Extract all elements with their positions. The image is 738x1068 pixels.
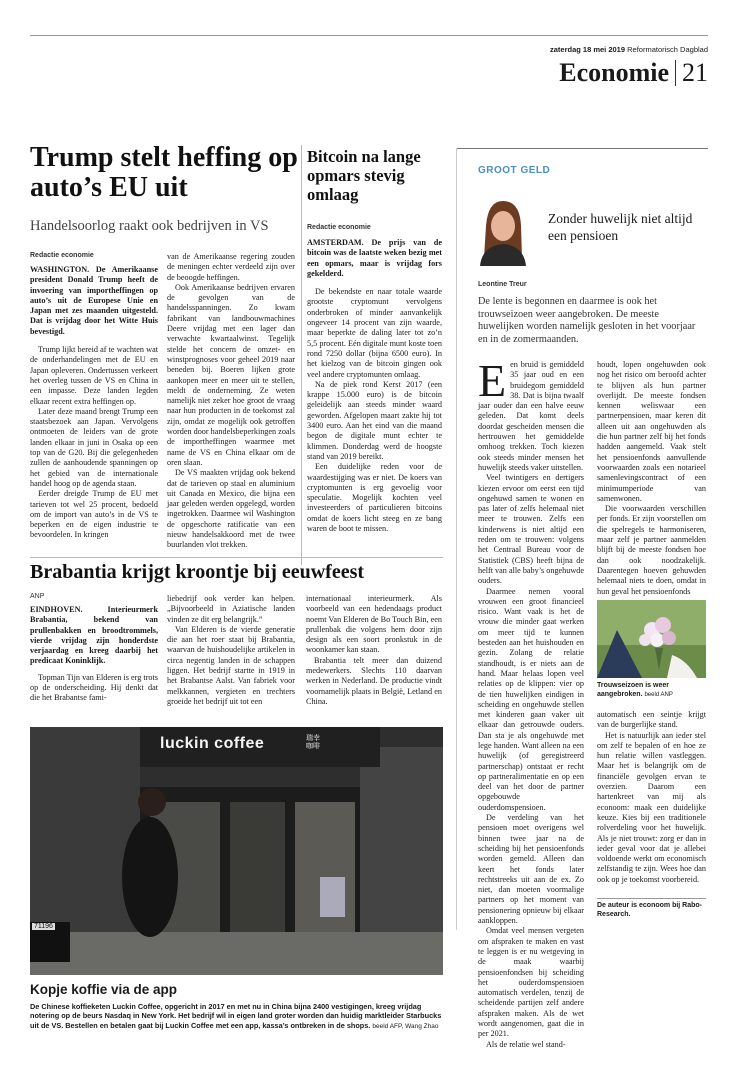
author-portrait bbox=[476, 196, 530, 266]
top-rule bbox=[30, 35, 708, 36]
paragraph: en bruid is gemiddeld 35 jaar oud en een bruidegom gemiddeld 38. Dat is bijna twaalf jaar ouder dan een halve eeuw geleden. Dat komt deels doordat gescheiden mensen die hertrouwen het gemiddelde omhoog trekken. Toch kiezen ook steeds minder mensen het huwelijk steeds vaker uitstellen. bbox=[478, 360, 584, 472]
brabantia-lead: EINDHOVEN. Interieurmerk Brabantia, bekend van prullenbakken en broodtrommels, vierde vrijdag zijn honderdste verjaardag en kreeg daarbij het predicaat Koninklijk. bbox=[30, 605, 158, 666]
groot-geld-intro: De lente is begonnen en daarmee is ook het trouwseizoen weer aangebroken. De meeste huwelijken worden namelijk gesloten in het voorjaar en in de zomermaanden. bbox=[478, 296, 696, 345]
bitcoin-byline: Redactie economie bbox=[307, 224, 371, 231]
photo-headline: Kopje koffie via de app bbox=[30, 982, 178, 997]
store-sign-chinese: 瑞幸 咖啡 bbox=[306, 735, 320, 750]
section-divider bbox=[675, 60, 676, 86]
store-sign-text: luckin coffee bbox=[160, 735, 265, 752]
groot-geld-col2 bbox=[597, 360, 706, 597]
paper-name: Reformatorisch Dagblad bbox=[627, 45, 708, 54]
brabantia-col2 bbox=[167, 594, 295, 707]
paragraph: Als de relatie wel stand- bbox=[486, 1039, 566, 1049]
masthead-date bbox=[550, 45, 708, 54]
groot-geld-author: Leontine Treur bbox=[478, 281, 527, 288]
luckin-coffee-photo bbox=[30, 727, 443, 975]
flowers-illustration bbox=[597, 600, 706, 678]
trump-col2 bbox=[167, 252, 295, 551]
license-plate: 71196 bbox=[34, 923, 53, 930]
flowers-caption bbox=[597, 682, 707, 699]
paragraph: Ook Amerikaanse bedrijven ervaren de gevolgen van de handelsspanningen. Zo kwam fabrikant van landbouwmachines Deere vrijdag met een lager dan verwachte kwartaalwinst. Tegelijk stelde het concern de omzet- en winstprognoses voor geheel 2019 naar beneden bij. Boeren lijken grote aankopen meer en meer uit te stellen, meldt de onderneming. Ze weten namelijk niet zeker hoe groot de vraag naar hun producten in de toekomst zal zijn, omdat ze mogelijk ook getroffen worden door handelsbeperkingen zoals de importheffingen waarmee met name de VS en China elkaar om de oren slaan. bbox=[167, 282, 296, 467]
paragraph: Daarmee nemen vooral vrouwen een groot financieel risico. Want vaak is het de vrouw die minder gaat werken om meer tijd te kunnen besteden aan het huishouden en gezin. Zolang de relatie standhoudt, is er niets aan de hand. Maar helaas lopen veel relaties op de klippen: vier op de tien huwelijken eindigen in scheiding en ongehuwde stellen met kinderen gaan vaker uit elkaar dan getrouwde ouders. Dan sta je als ongehuwde met lege handen. Want alleen na een huwelijk (of geregistreerd partnerschap) ontstaat er recht op partneralimentatie en op een deel van het door de partner opgebouwde ouderdomspensioen. bbox=[478, 586, 584, 812]
groot-geld-headline: Zonder huwelijk niet altijd een pensioen bbox=[548, 211, 693, 243]
dropcap: E bbox=[478, 355, 507, 406]
trump-lead: WASHINGTON. De Amerikaanse president Donald Trump heeft de invoering van importheffingen op auto’s uit de Europese Unie en Japan met zes maanden uitgesteld. Dat is vrijdag door het Witte Huis bevestigd. bbox=[30, 265, 158, 336]
bitcoin-headline: Bitcoin na lange opmars stevig omlaag bbox=[307, 147, 421, 204]
footer-rule bbox=[597, 898, 706, 899]
paragraph: De verdeling van het pensioen moet overigens wel binnen twee jaar na de scheiding bij het pensioenfonds worden gemeld. Alleen dan keert het fonds later rechtstreeks uit aan de ex. Zo niet, dan moeten voormalige partners op het moment van pensionering opnieuw bij elkaar aankloppen. bbox=[478, 813, 584, 926]
paragraph: Later deze maand brengt Trump een staatsbezoek aan Japan. Vervolgens ontmoeten de leiders van de grote landen elkaar in juni in Osaka op een top van de G20. Bij die gelegenheden zullen de aanhoudende spanningen op het gebied van de internationale handel hoog op de agenda staan. bbox=[30, 406, 158, 488]
date-text: zaterdag 18 mei 2019 bbox=[549, 45, 626, 54]
groot-geld-col2b bbox=[597, 710, 706, 885]
portrait-illustration bbox=[476, 196, 530, 266]
page-number: 21 bbox=[682, 58, 708, 87]
section-header bbox=[559, 58, 708, 88]
paragraph: Topman Tijn van Elderen is erg trots op de onderscheiding. Hij denkt dat die het Brabantse fami- bbox=[30, 672, 158, 703]
section-divider-line bbox=[30, 557, 443, 558]
photo-credit: beeld AFP, Wang Zhao bbox=[372, 1022, 439, 1030]
bitcoin-body bbox=[307, 238, 442, 534]
paragraph: Veel twintigers en dertigers kiezen ervoor om eerst een tijd ongehuwd samen te wonen en pas later of zelfs helemaal niet meer te trouwen. Zelfs een kinderwens is niet altijd een reden om te trouwen: volgens het Centraal Bureau voor de Statistiek (CBS) heeft bijna de helft van alle baby’s ongehuwde ouders. bbox=[478, 473, 584, 586]
brabantia-col3 bbox=[306, 594, 442, 707]
bitcoin-lead: AMSTERDAM. De prijs van de bitcoin was de laatste weken bezig met een opmars, maar is vrijdag fors gekelderd. bbox=[307, 238, 442, 278]
paragraph: houdt, lopen ongehuwden ook nog het risico om beroofd achter te blijven als hun partner overlijdt. De meeste fondsen kennen weliswaar een partnerpensioen, maar keren dit alleen uit aan ongehuwden als die hun partner zelf bij het fonds hadden aangemeld. Vaak stelt het pensioenfonds aanvullende voorwaarden zoals een notarieel samenlevingscontract of een minimumperiode van samenwonen. bbox=[597, 360, 706, 503]
section-name: Economie bbox=[559, 58, 669, 87]
groot-geld-col1 bbox=[478, 355, 584, 1050]
groot-geld-label: GROOT GELD bbox=[478, 165, 551, 176]
paragraph: Het is natuurlijk aan ieder stel om zelf te bepalen of en hoe ze hun relatie willen vastleggen. Maar het is belangrijk om de financiële gevolgen ervan te overzien. Daarom een hartenkreet van mij als econoom: maak een duidelijke keuze. Kies bij een traditionele rolverdeling voor het huwelijk. Als je niet trouwt: zorg er dan in ieder geval voor dat je allebei voldoende werkt om economisch zelfstandig te zijn. Wees hoe dan ook op je toekomst voorbereid. bbox=[597, 730, 706, 884]
flowers-credit: beeld ANP bbox=[644, 691, 673, 698]
groot-geld-border bbox=[456, 148, 457, 930]
paragraph: De VS maakten vrijdag ook bekend dat de tarieven op staal en aluminium uit Canada en Mexico, die bijna een jaar geleden werden opgelegd, worden ingetrokken. Daarmee wil Washington de opgeschorte ratificatie van een nieuw handelsakkoord met de twee buurlanden vlot trekken. bbox=[167, 468, 295, 550]
trump-byline: Redactie economie bbox=[30, 252, 94, 259]
author-footer: De auteur is econoom bij Rabo-Research. bbox=[597, 902, 703, 918]
caption-text: De Chinese koffieketen Luckin Coffee, opgericht in 2017 en met nu in China bijna 2400 vestigingen, kreeg vrijdag notering op de beurs Nasdaq in New York. Het bedrijf wil in eigen land groter worden dan huidig marktleider Starbucks uit de VS. Bestellen en betalen gaat bij Luckin Coffee met een app, kassa’s ontbreken in de shops. bbox=[30, 1002, 442, 1030]
trump-subhead: Handelsoorlog raakt ook bedrijven in VS bbox=[30, 218, 269, 234]
paragraph: Omdat veel mensen vergeten om afspraken te maken en vast te leggen is er nu wetgeving in de maak waarbij pensioenfondsen bij scheiding het ouderdomspensioen automatisch verdelen, tenzij de scheidende partijen zelf andere afspraken maken. Als de wet wordt aangenomen, gaat die in per 2021. bbox=[478, 926, 584, 1039]
paragraph: liebedrijf ook verder kan helpen. „Bijvoorbeeld in Aziatische landen vinden ze dit erg belangrijk.” bbox=[167, 594, 295, 624]
paragraph: internationaal interieurmerk. Als voorbeeld van een hedendaags product noemt Van Elderen de Bo Touch Bin, een prullenbak die volgens hem door zijn design als een soort pronkstuk in de woonkamer kan staan. bbox=[306, 594, 442, 655]
paragraph: Brabantia telt meer dan duizend medewerkers. Slechts 110 daarvan werken in Nederland. De productie vindt voornamelijk plaats in België, Letland en China. bbox=[306, 655, 442, 706]
paragraph: automatisch een seintje krijgt van de burgerlijke stand. bbox=[597, 710, 706, 730]
paragraph: Na de piek rond Kerst 2017 (een krappe 15.000 euro) is de bitcoin geleidelijk aan steeds minder waard geworden. Afgelopen maart zakte hij tot 3400 euro. Aan het eind van die maand begon de digitale munt echter te klimmen. Donderdag werd de hoogste stand van 2019 bereikt. bbox=[307, 379, 442, 461]
wedding-flowers-photo bbox=[597, 600, 706, 678]
brabantia-headline: Brabantia krijgt kroontje bij eeuwfeest bbox=[30, 561, 365, 583]
column-divider bbox=[301, 145, 302, 565]
flowers-caption-text: Trouwseizoen is weer aangebroken. bbox=[597, 682, 669, 698]
storefront-illustration bbox=[30, 727, 443, 975]
brabantia-col1 bbox=[30, 605, 158, 704]
paragraph: De bekendste en naar totale waarde grootste cryptomunt vervolgens onderbroken of minder aanvankelijk ongeveer 14 procent van zijn waarde, maar beperkte de daling later tot zo’n 5,5 procent. Eén digitale munt koste toen rond 7250 dollar (bijna 6500 euro). In het kielzog van de bitcoin gingen ook veel andere cryptomunten omlaag. bbox=[307, 287, 442, 379]
trump-col1 bbox=[30, 265, 158, 541]
photo-caption bbox=[30, 1002, 443, 1031]
trump-headline: Trump stelt heffing op auto’s EU uit bbox=[30, 142, 298, 203]
paragraph: van de Amerikaanse regering zouden de meningen echter verdeeld zijn over de beoogde heffingen. bbox=[167, 252, 295, 282]
paragraph: Van Elderen is de vierde generatie die aan het roer staat bij Brabantia, waarvan de huishoudelijke artikelen in circa negentig landen in de schappen liggen. Het bedrijf startte in 1919 in het Brabantse Aalst. Van fabriek voor melkkannen, vergieten en trechters groeide het bedrijf uit tot een bbox=[167, 624, 295, 706]
paragraph: Die voorwaarden verschillen per fonds. Er zijn voorstellen om die spelregels te harmoniseren, maar zelf je partner aanmelden blijft bij de meeste fondsen hoe dan ook noodzakelijk. Daarentegen hoeven gehuwden helemaal niets te doen, omdat in hun geval het pensioenfonds bbox=[597, 504, 706, 596]
paragraph: Trump lijkt bereid af te wachten wat de onderhandelingen met de EU en Japan opleveren. Ondertussen verkeert het overleg tussen de VS en China in een impasse. Deze landen legden elkaar recent extra heffingen op. bbox=[30, 345, 158, 406]
paragraph: Een duidelijke reden voor de waardestijging was er niet. De koers van cryptomunten is erg gevoelig voor speculatie. Mogelijk kochten veel investeerders of particulieren bitcoins omdat de koers licht steeg en ze bang waren de boot te missen. bbox=[307, 462, 442, 534]
paragraph: Eerder dreigde Trump de EU met tarieven tot wel 25 procent, bedoeld om de import van auto’s in de VS te beperken en de eigen industrie te bevoordelen. In kringen bbox=[30, 489, 158, 540]
brabantia-byline: ANP bbox=[30, 593, 45, 600]
groot-geld-top-rule bbox=[456, 148, 708, 149]
